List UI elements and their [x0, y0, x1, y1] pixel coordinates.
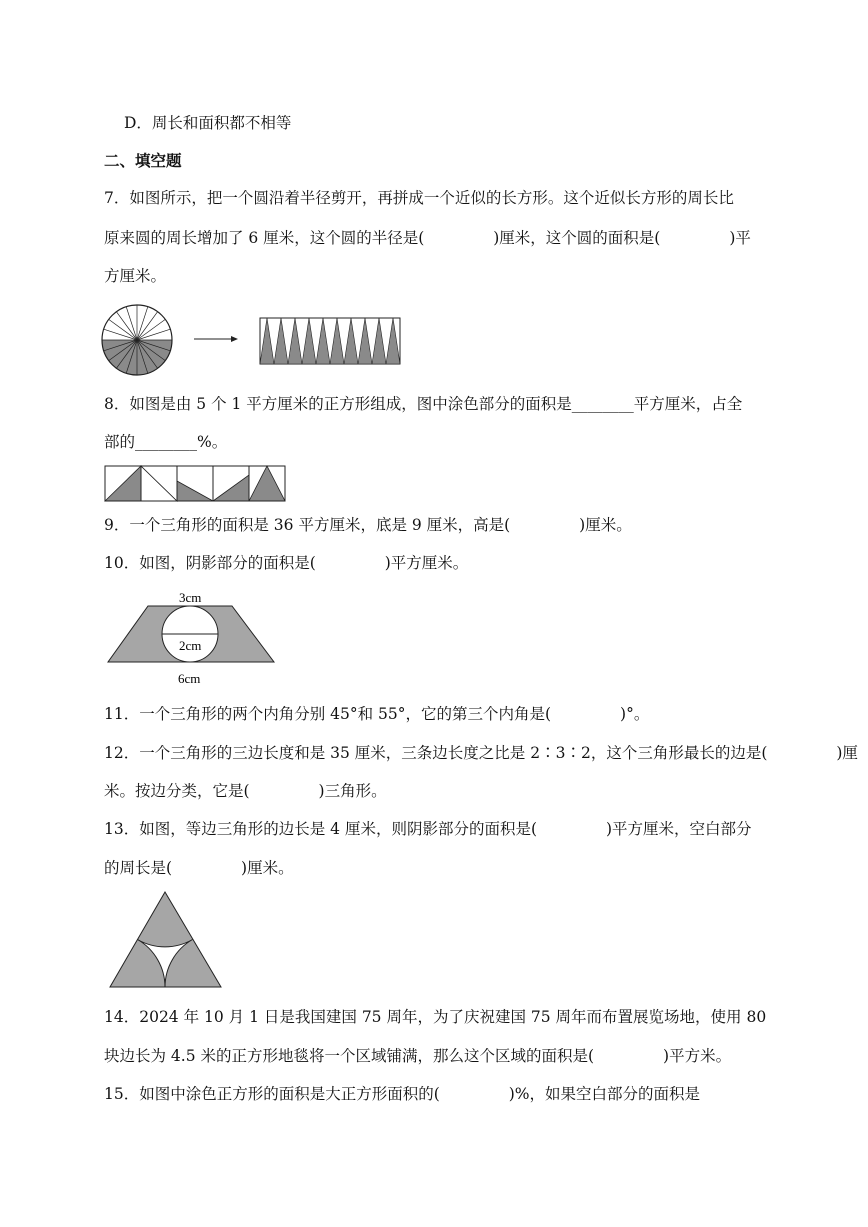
- q12-line2: 米。按边分类，它是( )三角形。: [104, 782, 387, 800]
- q9: 9．一个三角形的面积是 36 平方厘米，底是 9 厘米，高是( )厘米。: [104, 516, 632, 534]
- q13-figure: [108, 890, 224, 990]
- q10: 10．如图，阴影部分的面积是( )平方厘米。: [104, 554, 469, 572]
- q11: 11．一个三角形的两个内角分别 45°和 55°，它的第三个内角是( )°。: [104, 705, 650, 723]
- q7-figure: [100, 304, 410, 376]
- approx-rectangle: [260, 318, 400, 364]
- sector-circle: [102, 305, 172, 375]
- q7-line3: 方厘米。: [104, 267, 167, 285]
- top-label: 3cm: [179, 590, 202, 605]
- q14-line1: 14．2024 年 10 月 1 日是我国建国 75 周年，为了庆祝建国 75 周年而布置展览场地，使用 80: [104, 1008, 767, 1026]
- q14-line2: 块边长为 4.5 米的正方形地毯将一个区域铺满，那么这个区域的面积是( )平方米。: [104, 1047, 732, 1065]
- q10-figure: [104, 588, 284, 688]
- arrow: [194, 336, 238, 342]
- option-d: D．周长和面积都不相等: [124, 114, 292, 132]
- q7-line1: 7．如图所示，把一个圆沿着半径剪开，再拼成一个近似的长方形。这个近似长方形的周长比: [104, 189, 734, 207]
- middle-label: 2cm: [179, 638, 202, 653]
- q8-line1: 8．如图是由 5 个 1 平方厘米的正方形组成，图中涂色部分的面积是________平方厘米，占全: [104, 395, 743, 413]
- q12-line1: 12．一个三角形的三边长度和是 35 厘米，三条边长度之比是 2∶3∶2，这个三角形最长的边是( )厘: [104, 744, 858, 762]
- q13-line2: 的周长是( )厘米。: [104, 859, 294, 877]
- q15-line1: 15．如图中涂色正方形的面积是大正方形面积的( )%，如果空白部分的面积是: [104, 1085, 701, 1103]
- bottom-label: 6cm: [178, 671, 201, 686]
- q8-line2: 部的________%。: [104, 433, 228, 451]
- section-heading: 二、填空题: [104, 151, 182, 170]
- q8-figure: [104, 465, 290, 503]
- q13-line1: 13．如图，等边三角形的边长是 4 厘米，则阴影部分的面积是( )平方厘米，空白部分: [104, 820, 752, 838]
- q7-line2: 原来圆的周长增加了 6 厘米，这个圆的半径是( )厘米，这个圆的面积是( )平: [104, 229, 751, 247]
